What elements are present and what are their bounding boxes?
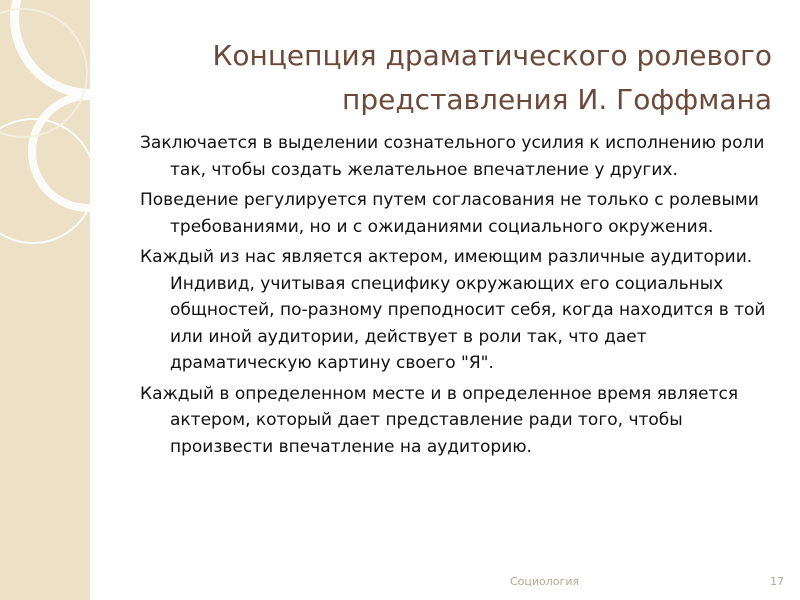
slide-title xyxy=(132,34,772,122)
body-paragraph: Заключается в выделении сознательного усилия к исполнению роли так, чтобы создать желательное впечатление у других. xyxy=(140,133,765,180)
body-paragraph: Поведение регулируется путем согласования не только с ролевыми требованиями, но и с ожиданиями социального окружения. xyxy=(140,190,759,237)
body-paragraph: Каждый из нас является актером, имеющим различные аудитории. Индивид, учитывая специфику окружающих его социальных общностей, по-разному преподносит себя, когда находится в той или иной аудитории, действует в роли так, что дает драматическую картину своего "Я". xyxy=(140,247,766,373)
slide-body xyxy=(140,130,780,464)
slide-title-line-1: Концепция драматического ролевого xyxy=(212,39,772,72)
page-number: 17 xyxy=(770,575,784,588)
footer-label: Социология xyxy=(510,575,580,588)
slide-title-line-2: представления И. Гоффмана xyxy=(342,83,772,116)
decorative-side-band xyxy=(0,0,90,600)
body-paragraph: Каждый в определенном месте и в определенное время является актером, который дает представление ради того, чтобы произвести впечатление на аудиторию. xyxy=(140,383,739,457)
